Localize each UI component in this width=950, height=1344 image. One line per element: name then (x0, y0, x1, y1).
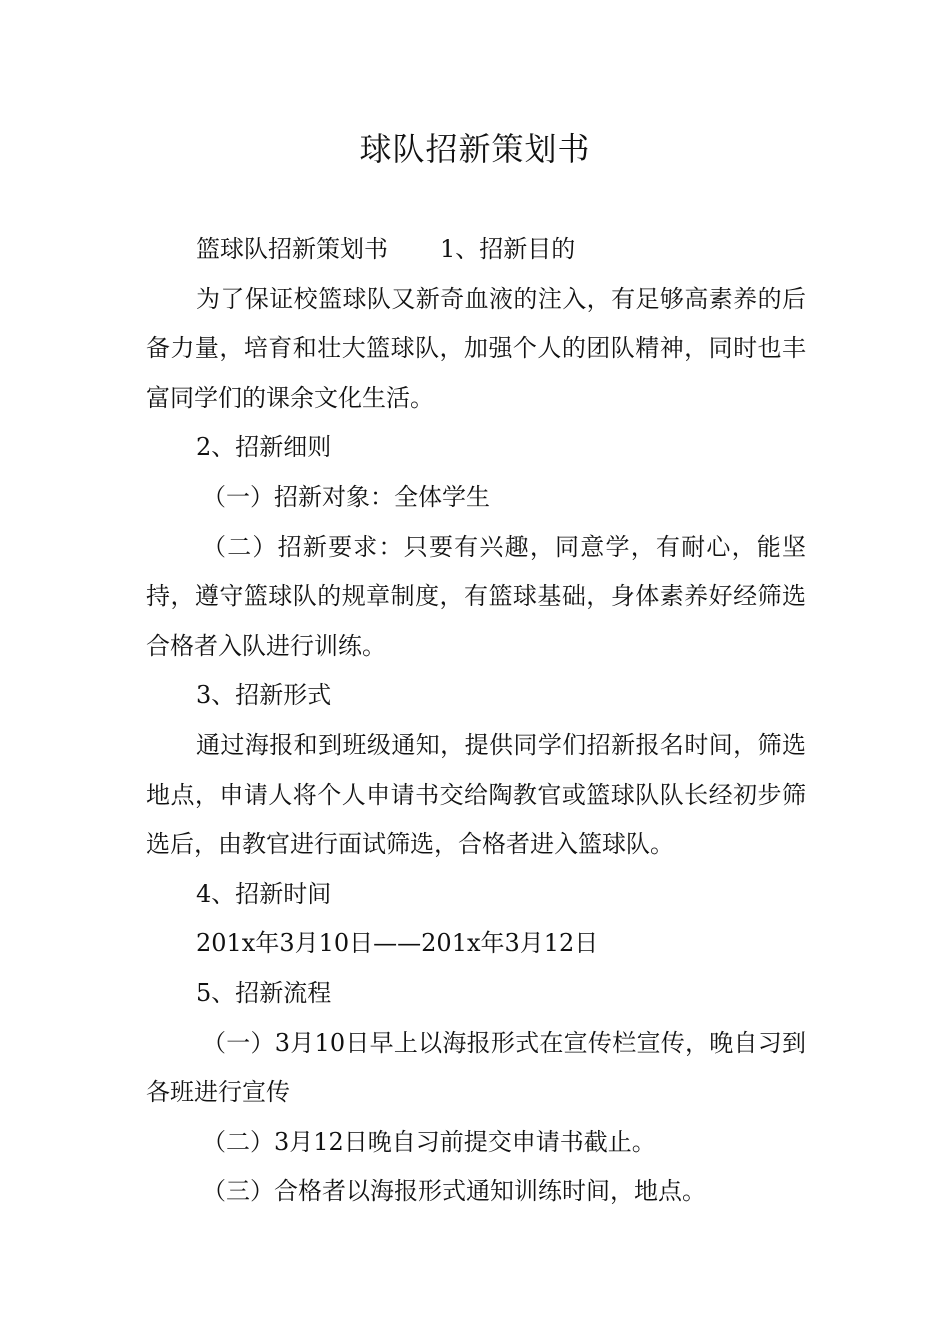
section-heading-time: 4、招新时间 (196, 879, 332, 908)
paragraph-process-step-2: （二）3月12日晚自习前提交申请书截止。 (202, 1127, 656, 1156)
paragraph-requirements: （二）招新要求：只要有兴趣，同意学，有耐心，能坚持，遵守篮球队的规章制度，有篮球基础，身体素养好经筛选合格者入队进行训练。 (146, 532, 806, 660)
paragraph-process-step-1: （一）3月10日早上以海报形式在宣传栏宣传，晚自习到各班进行宣传 (146, 1028, 806, 1107)
section-heading-process: 5、招新流程 (196, 978, 332, 1007)
document-title: 球队招新策划书 (359, 130, 591, 168)
paragraph-time: 201x年3月10日——201x年3月12日 (196, 929, 599, 958)
paragraph-form: 通过海报和到班级通知，提供同学们招新报名时间，筛选地点，申请人将个人申请书交给陶教官或篮球队队长经初步筛选后，由教官进行面试筛选，合格者进入篮球队。 (146, 730, 806, 859)
paragraph-purpose: 为了保证校篮球队又新奇血液的注入，有足够高素养的后备力量，培育和壮大篮球队，加强个人的团队精神，同时也丰富同学们的课余文化生活。 (146, 284, 806, 412)
section-heading-purpose: 1、招新目的 (440, 235, 576, 263)
section-heading-details: 2、招新细则 (196, 433, 332, 462)
document-body (146, 225, 806, 1217)
paragraph-process-step-3: （三）合格者以海报形式通知训练时间，地点。 (202, 1177, 706, 1206)
document-subtitle: 篮球队招新策划书 (196, 235, 388, 263)
paragraph-heading-purpose (146, 225, 806, 275)
section-heading-form: 3、招新形式 (196, 681, 332, 710)
paragraph-target: （一）招新对象：全体学生 (202, 482, 490, 511)
